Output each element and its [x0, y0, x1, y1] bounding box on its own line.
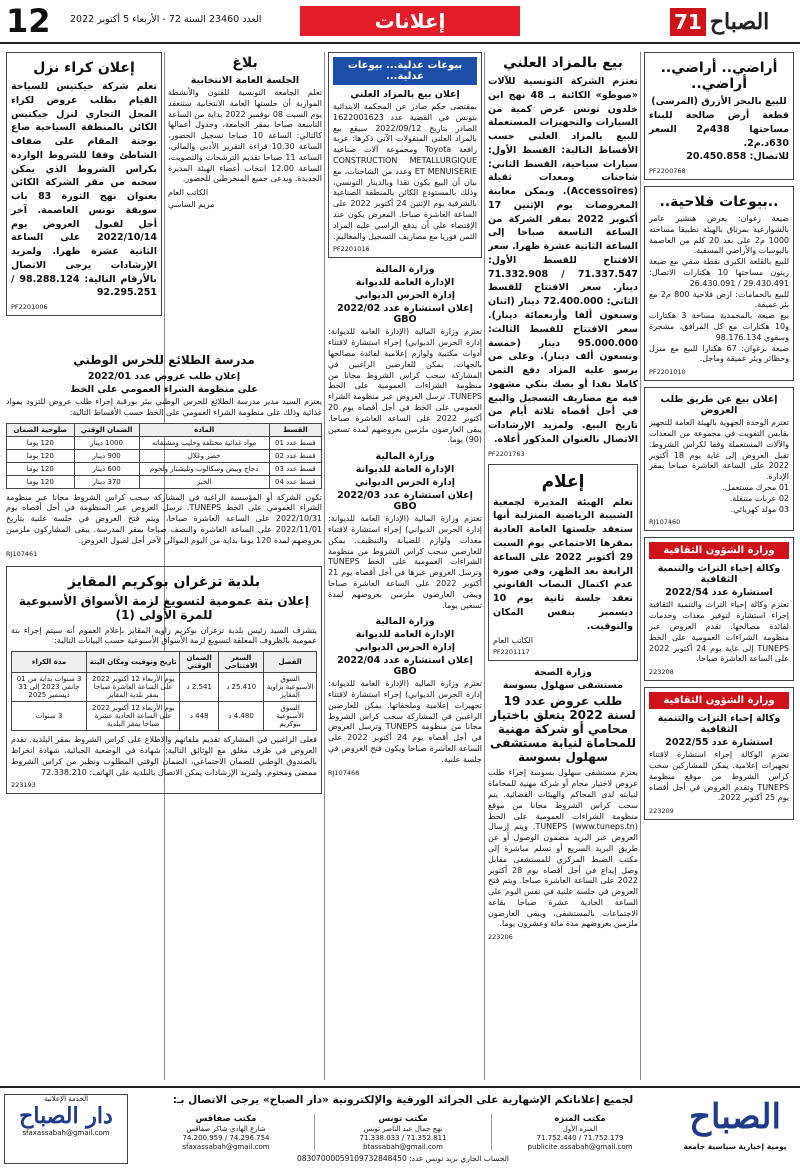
- culture-tender-1: [644, 537, 794, 681]
- ad-ref: 223193: [11, 781, 36, 790]
- table-cell: مواد غذائية مختلفة وحليب ومشتقاته: [139, 436, 269, 449]
- table-cell: 25.410 د: [219, 673, 264, 702]
- section-title: إعلانات: [300, 6, 520, 36]
- unit-name: إدارة الحرس الديواني: [354, 477, 456, 489]
- notice-text: تعتزم الوحدة الجهوية بالهيئة العامة للتجهيز بقابس التفويت في مجموعة من المعدات والآلات المستعملة وفقا لكراس الشروط. تقبل العروض إلى غاية يوم 18 أكتوبر 2022 على الساعة العاشرة صباحا بمقر الإدارة.: [649, 418, 789, 482]
- table-row: [7, 475, 322, 488]
- column-1: [644, 52, 794, 1080]
- ad-ref: 223206: [488, 933, 513, 942]
- tender-text: تعتزم وزارة المالية (الإدارة العامة للديوانة: إدارة الحرس الديواني) إجراء استشارة لاقتناء معدات ولوازم للصيانة والتنظيف. يمكن للعارضين سحب كراس الشروط من منظومة الشراءات العمومية على الخط TUNEPS وترسل العروض عبرها في أجل أقصاه يوم 21 أكتوبر 2022 على الساعة العاشرة صباحا ويبقى العارضون ملزمين بعروضهم لمدة تسعين يوما.: [328, 514, 482, 610]
- tender-text: تعتزم وزارة المالية (الإدارة العامة للديوانة: إدارة الحرس الديواني) إجراء استشارة لاقتناء تجهيزات إعلامية وملحقاتها. يمكن للعارضين الراغبين في المشاركة سحب كراس الشروط مجانا من منظومة TUNEPS وترسل العروض في أجل أقصاه يوم 24 أكتوبر 2022 على الساعة العاشرة صباحا ويكون فتح العروض في جلسة علنية.: [328, 679, 482, 764]
- notice-list-item: 01 محرك مستعمل.: [722, 483, 789, 492]
- table-cell: 370 دينار: [74, 475, 139, 488]
- table-header: صلوحية الضمان: [7, 423, 75, 436]
- table-cell: دجاج وبيض وسكالوب وتليشتار ولحوم: [139, 462, 269, 475]
- agri-item: ضيعة بزغوان: 67 هكتارا للبيع مع منزل وحظائر وبئر عميقة وماجل.: [649, 343, 789, 364]
- health-tender: [488, 667, 638, 941]
- office-phone: 71.752.179 / 71.752.440: [536, 1134, 624, 1143]
- notice-signature: الكاتب العام: [493, 636, 534, 646]
- table-cell: 120 يوما: [7, 475, 75, 488]
- ad-ref: PF2200768: [649, 167, 686, 176]
- page-header: [0, 0, 800, 44]
- muni-intro: يتشرف السيد رئيس بلدية تزغران بوكريم زاوية المقايز بإعلام العموم أنه سيتم إجراء بتة عمومية بالظروف المغلقة لتسويغ لزمة الأسواق الأسبوعية حسب البيانات التالية:: [11, 625, 317, 646]
- judicial-sales: [328, 52, 482, 258]
- office-phone: 71.352.811 / 71.338.033: [359, 1134, 447, 1143]
- table-cell: السوق الأسبوعية ببوكريم: [264, 702, 317, 731]
- footer-logo-name: الصباح: [689, 1097, 781, 1137]
- table-cell: 3 سنوات بداية من 01 جانفي 2023 إلى 31 ديسمبر 2025: [12, 673, 87, 702]
- auction-text: تعتزم الشركة التونسية للآلات «صوطو» الكائنة بـ 48 نهج ابن خلدون تونس عرض كمية من السيارات والتجهيزات المستعملة للبيع بالمزاد العلني حسب الأقساط التالية: القسط الأول: سيارات سياحية، القسط الثاني: شاحنات ومعدات ثقيلة (Accessoires). ويمكن معاينة المعروضات يوم الإثنين 17 أكتوبر 2022 بمقر الشركة من الساعة التاسعة صباحا إلى الساعة الثانية عشرة ظهرا. سعر الافتتاح للقسط الأول: 71.337.547 / 71.332.908 دينار. سعر الافتتاح للقسط الثاني: 72.400.000 دينار (اثنان وسبعون ألفا وأربعمائة دينار). سعر الافتتاح للقسط الثالث: 95.000.000 دينار (خمسة وتسعون ألف دينار). وعلى من يرسو عليه المزاد دفع الثمن كاملا نقدا أو بصك بنكي مشهود فيه مع مصاريف التسجيل والبيع في أجل أقصاه ثلاثة أيام من تاريخ البيع. ولمزيد الإرشادات الاتصال بالعنوان المذكور أعلاه.: [488, 76, 638, 445]
- guard-text: تكون الشركة أو المؤسسة الراغبة في المشاركة سحب كراس الشروط مجانا عبر منظومة الشراء العمومي على الخط TUNEPS. ترسل العروض عبر المنظومة في أجل أقصاه يوم 2022/10/31 على الساعة العاشرة صباحا، ويتم فتح العروض في جلسة علنية بتاريخ 2022/11/01 على الساعة العاشرة والنصف صباحا بمقر المدرسة. يبقى المشاركون ملزمين بعروضهم لمدة 120 يوما بداية من اليوم الموالي لآخر أجل لقبول العروض.: [6, 492, 322, 545]
- ad-ref: PF2201006: [11, 303, 48, 312]
- table-cell: يوم الأربعاء 12 أكتوبر 2022 على الساعة الحادية عشرة صباحا بمقر البلدية: [87, 702, 180, 731]
- ad-ref: 223208: [649, 668, 674, 677]
- column-rule: [324, 52, 325, 1080]
- column-rule: [484, 52, 485, 1080]
- table-header: الضمان الوقتي: [74, 423, 139, 436]
- table-cell: 4.480 د: [219, 702, 264, 731]
- table-cell: 120 يوما: [7, 436, 75, 449]
- agency-name: وكالة إحياء التراث والتنمية الثقافية: [657, 563, 781, 586]
- meeting-text: تعلم الجامعة التونسية للفنون والأنشطة الموازية أن جلستها العامة الانتخابية ستنعقد يوم السبت 08 نوفمبر 2022 بداية من الساعة التاسعة صباحا بمقر الجامعة، وجدول أعمالها كالتالي: الساعة 10 صباحا تسجيل الحضور، الساعة 10.30 قراءة التقرير الأدبي والمالي، الساعة 11 صباحا تقديم الترشحات والتصويت، الساعة 12.00 انتخاب أعضاء الهيئة المديرة الجديدة. ويدعى جميع المنخرطين للحضور.: [168, 88, 322, 184]
- office-email[interactable]: btassabah@gmail.com: [363, 1143, 443, 1152]
- muni-text: فعلى الراغبين في المشاركة تقديم ملفاتهم والاطلاع على كراس الشروط بمقر البلدية. تقدم العروض في ظرف مغلق مع الوثائق التالية: شهادة في الوضعية الجبائية، شهادة انخراط بالصندوق الوطني للضمان الاجتماعي، الضمان الوقتي المطلوب ونظير من كراس الشروط ممضى ومختوم. ولمزيد الإرشادات يمكن الاتصال بالبلدية على الهاتف: 72.338.210: [11, 735, 317, 777]
- auction-ad: [488, 55, 638, 458]
- tender-text: تعتزم الوكالة إجراء استشارة لاقتناء تجهيزات إعلامية. يمكن للمشاركين سحب كراس الشروط من موقع منظومة TUNEPS وتقدم العروض في أجل أقصاه يوم 25 أكتوبر 2022.: [649, 750, 789, 803]
- agri-item: للبيع بالحمامات: ارض فلاحية 800 م2 مع بئر عميقة.: [649, 289, 789, 310]
- equipment-sale-notice: [644, 387, 794, 531]
- agri-title: ..بيوعات فلاحية..: [659, 194, 779, 211]
- mini-brand-name: دار الصباح: [19, 1103, 113, 1129]
- office-name: مكتب صفاقس: [195, 1114, 257, 1124]
- table-cell: خضر وغلال: [139, 449, 269, 462]
- table-cell: قسط عدد 01: [269, 436, 321, 449]
- notice-title: إعلام: [541, 471, 585, 492]
- table-cell: 120 يوما: [7, 462, 75, 475]
- issue-line: العدد 23460 السنة 72 - الأربعاء 5 أكتوبر 2022: [70, 14, 262, 25]
- table-cell: 1000 دينار: [74, 436, 139, 449]
- auction-title: إعلان بيع بالمزاد العلني: [350, 89, 460, 100]
- office-block: [138, 1114, 314, 1150]
- table-header: المادة: [139, 423, 269, 436]
- land-ad: [644, 52, 794, 180]
- tender-title: إعلان استشارة عدد 2022/03 GBO: [337, 490, 473, 513]
- ad-ref: PF2201117: [493, 648, 530, 657]
- directorate-name: الإدارة العامة للديوانة: [355, 629, 455, 641]
- footer-logo: [674, 1092, 796, 1164]
- mini-brand-email: sfaxassabah@gmail.com: [22, 1129, 110, 1137]
- ministry-name: وزارة الصحة: [534, 667, 592, 679]
- masthead-number: 71: [670, 8, 706, 36]
- agri-item: بيع ضيعة بالمحمدية مساحة 3 هكتارات و10 هكتارات مع كل المرافق، مشجرة وسقوي 98.176.134: [649, 311, 790, 342]
- ad-ref: RJ107461: [6, 549, 38, 558]
- office-email[interactable]: publicite.assabah@gmail.com: [527, 1143, 633, 1152]
- ministry-name: وزارة المالية: [375, 616, 435, 628]
- table-header: مدة الكراء: [12, 652, 87, 673]
- table-cell: 3 سنوات: [12, 702, 87, 731]
- hospital-name: مستشفى سهلول بسوسة: [502, 680, 624, 692]
- land-title: أراضي.. أراضي.. أراضي..: [660, 60, 778, 92]
- agri-item: للبيع بالقلعة الكبرى نقطة سقي مع ضيعة زيتون مساحتها 10 هكتارات الاتصال: 29.430.491 / 26.430.091: [649, 257, 789, 288]
- page-footer: [0, 1086, 800, 1170]
- tender-text: تعتزم وزارة المالية (الإدارة العامة للديوانة: إدارة الحرس الديواني) إجراء استشارة لاقتناء أدوات مكتبية ولوازم إعلامية لفائدة مصالحها بالجهات. يمكن للعارضين الراغبين في المشاركة سحب كراس الشروط مجانا من منظومة الشراءات العمومية على الخط TUNEPS. ترسل العروض عبر منظومة الشراء العمومي على الخط في أجل أقصاه يوم 20 أكتوبر 2022 على الساعة العاشرة صباحا. يبقى العارضون ملزمين بعروضهم لمدة تسعين (90) يوما.: [328, 327, 482, 445]
- culture-tender-2: [644, 687, 794, 820]
- notice-text: تعلم الهيئة المديرة لجمعية الشبيبة الرياضية المنزلية أنها ستعقد جلستها العامة العادية بمقرها الاجتماعي يوم السبت 29 أكتوبر 2022 على الساعة الرابعة بعد الظهر، وفي صورة عدم اكتمال النصاب القانوني تعقد جلسة ثانية يوم 10 ديسمبر بنفس المكان والتوقيت.: [493, 496, 633, 632]
- office-phone: 74.296.754 / 74.200.959: [182, 1134, 270, 1143]
- land-contact: للاتصال: 20.450.858: [686, 151, 789, 163]
- notice-title: إعلان بيع عن طريق طلب العروض: [660, 394, 778, 417]
- table-cell: قسط عدد 03: [269, 462, 321, 475]
- guard-tender: [6, 353, 322, 558]
- ministry-band: وزارة الشؤون الثقافية: [649, 692, 789, 709]
- tender-text: تعتزم وكالة إحياء التراث والتنمية الثقافية إجراء استشارة لتوفير معدات وخدمات لفائدة مصالحها. تقدم العروض عبر منظومة الشراءات العمومية على الخط TUNEPS إلى غاية يوم 24 أكتوبر 2022 على الساعة العاشرة صباحا.: [649, 600, 789, 664]
- table-cell: يوم الأربعاء 12 أكتوبر 2022 على الساعة العاشرة صباحا بمقر بلدية المقايز: [87, 673, 180, 702]
- land-text: قطعة أرض صالحة للبناء مساحتها 438م2 السعر 630د.م2.: [649, 110, 789, 149]
- ad-ref: PF2201016: [333, 245, 370, 254]
- auction-text: بمقتضى حكم صادر عن المحكمة الابتدائية بتونس في القضية عدد 1622001623 الصادر بتاريخ 2022/09/12 سيقع بيع بالمزاد العلني المنقولات الآتي ذكرها: عربة رافعة Toyota ومجموعة آلات صناعية CONSTRUCTION METALLURGIQUE ET MENUISERIE وعدد من الشاحنات، مع بيان أن البيع يكون نقدا وبالدينار التونسي، وذلك بالمستودع الكائن بالمنطقة الصناعية بالشرقية يوم الإثنين 24 أكتوبر 2022 على الساعة العاشرة صباحا. المعرض يكون عند الإقتضاء على أن يدفع الراسي عليه المزاد الثمن فوريا مع مصاريف التسجيل والمعاليم.: [333, 102, 478, 241]
- column-2: [488, 52, 638, 1080]
- meeting-title: بلاغ: [232, 55, 258, 71]
- guard-lots-table: [6, 423, 322, 489]
- table-row: [12, 673, 317, 702]
- table-cell: الخبز: [139, 475, 269, 488]
- muni-subtitle: إعلان بتة عمومية لتسويغ لزمة الأسواق الأسبوعية للمرة الأولى (1): [18, 593, 310, 622]
- mini-brand-box: [4, 1094, 128, 1164]
- meeting-subtitle: الجلسة العامة الانتخابية: [190, 75, 300, 86]
- table-cell: 2.541 د: [180, 673, 219, 702]
- table-row: [7, 449, 322, 462]
- masthead-name: الصباح: [709, 9, 770, 35]
- meeting-signature: الكاتب العام: [168, 188, 209, 198]
- office-address: نهج جمال عبد الناصر تونس: [363, 1125, 443, 1134]
- rent-title: إعلان كراء نزل: [33, 60, 135, 76]
- page-number: 12: [6, 2, 51, 40]
- meeting-signatory: مريم الساسي: [168, 200, 215, 210]
- table-row: [7, 436, 322, 449]
- unit-name: إدارة الحرس الديواني: [354, 290, 456, 302]
- column-3: [328, 52, 482, 1080]
- muni-table: [11, 651, 317, 731]
- tender-title: إعلان استشارة عدد 2022/04 GBO: [337, 655, 473, 678]
- tender-title: طلب عروض عدد 19 لسنة 2022 يتعلق باختيار محامي أو شركة مهنية للمحاماة لنيابة مستشفى سهلول بسوسة: [489, 694, 637, 765]
- tender-title: استشارة عدد 2022/55: [665, 737, 773, 749]
- ministry-band: وزارة الشؤون الثقافية: [649, 542, 789, 559]
- agency-name: وكالة إحياء التراث والتنمية الثقافية: [657, 713, 781, 736]
- ministry-name: وزارة المالية: [375, 451, 435, 463]
- footer-offices: [138, 1114, 668, 1150]
- finance-tender-2: [328, 451, 482, 611]
- directorate-name: الإدارة العامة للديوانة: [355, 464, 455, 476]
- muni-title: بلدية تزغران بوكريم المقايز: [67, 573, 261, 590]
- office-block: [491, 1114, 668, 1150]
- guard-title: مدرسة الطلائع للحرس الوطني: [73, 353, 255, 367]
- table-cell: قسط عدد 02: [269, 449, 321, 462]
- auction-title: بيع بالمزاد العلني: [503, 55, 623, 71]
- table-cell: السوق الأسبوعية بزاوية المقايز: [264, 673, 317, 702]
- footer-logo-tagline: يومية إخبارية سياسية جامعة: [683, 1142, 787, 1151]
- office-email[interactable]: sfaxassabah@gmail.com: [182, 1143, 270, 1152]
- finance-tender-1: [328, 264, 482, 446]
- ad-ref: 223209: [649, 807, 674, 816]
- table-header: الضمان الوقتي: [180, 652, 219, 673]
- table-header-row: [12, 652, 317, 673]
- column-rule: [640, 52, 641, 1080]
- rent-text: تعلم شركة جيكتيس للسياحة القيام بطلب عروض لكراء المحل التجاري لنزل جيكتيس الكائن بالمنطقة السياحية صاع بوجنة المقام على ضفاف الشاطئ وفقا للشروط الواردة بكراس الشروط الذي يمكن سحبه من مقر الشركة الكائن بعنوان نهج الثورة 83 باب سويقة تونس العاصمة. آخر أجل لقبول العروض يوم 2022/10/14 على الساعة الثانية عشرة ظهرا. ولمزيد الإرشادات يرجى الاتصال بالأرقام التالية: 98.288.124 / 92.295.251: [11, 81, 157, 299]
- ad-ref: RJ107460: [649, 518, 681, 527]
- table-cell: قسط عدد 04: [269, 475, 321, 488]
- guard-subtitle-2: على منظومة الشراء العمومي على الخط: [70, 384, 258, 395]
- table-row: [7, 462, 322, 475]
- table-cell: 900 دينار: [74, 449, 139, 462]
- table-header: الفصل: [264, 652, 317, 673]
- table-cell: 448 د: [180, 702, 219, 731]
- bank-account: الحساب الجاري بريد تونس عدد: 08307000059109732848450: [296, 1154, 510, 1163]
- directorate-name: الإدارة العامة للديوانة: [355, 277, 455, 289]
- wide-block: [6, 350, 322, 1080]
- office-block: [314, 1114, 491, 1150]
- notice-list-item: 02 عربات متنقلة.: [729, 493, 789, 503]
- notice-list-item: 03 مولد كهربائي.: [730, 504, 789, 514]
- office-address: المنزه الأول: [562, 1125, 598, 1134]
- hotel-rent: [6, 52, 162, 316]
- land-subtitle: للبيع بالبحر الأزرق (المرسى): [651, 96, 787, 107]
- table-row: [12, 702, 317, 731]
- table-header: السعر الافتتاحي: [219, 652, 264, 673]
- office-address: شارع الهادي شاكر صفاقس: [186, 1125, 266, 1134]
- ad-ref: RJ107468: [328, 768, 360, 777]
- ministry-name: وزارة المالية: [375, 264, 435, 276]
- masthead-logo: [670, 6, 792, 38]
- table-cell: 120 يوما: [7, 449, 75, 462]
- tender-title: استشارة عدد 2022/54: [665, 587, 773, 599]
- unit-name: إدارة الحرس الديواني: [354, 642, 456, 654]
- tender-title: إعلان استشارة عدد 2022/02 GBO: [337, 303, 473, 326]
- office-name: مكتب تونس: [378, 1114, 428, 1124]
- footer-headline: لجميع إعلاناتكم الإشهارية على الجرائد الورقية والإلكترونية «دار الصباح» يرجى الاتصال بـ:: [172, 1094, 634, 1106]
- table-cell: 600 دينار: [74, 462, 139, 475]
- guard-subtitle: إعلان طلب عروض عدد 2022/01: [87, 371, 241, 382]
- agri-item: ضيعة زغوان: يعرض هنشير عامر بالشوارعية بمرناق بالهيئة تطبيقا مساحته 1000 م2 على بعد 20 كلم من العاصمة بالبوسات والأراضي المسقية.: [649, 214, 789, 256]
- column-4: [168, 52, 322, 382]
- table-header: تاريخ وتوقيت ومكان البتة: [87, 652, 180, 673]
- table-header: القسط: [269, 423, 321, 436]
- ad-ref: PF2201010: [649, 368, 686, 377]
- column-5: [6, 52, 162, 382]
- hotel-rent-ad: [168, 55, 322, 209]
- municipality-tender: [6, 566, 322, 795]
- office-name: مكتب المنزه: [554, 1114, 606, 1124]
- agri-ad: [644, 186, 794, 381]
- ad-ref: PF2201763: [488, 449, 525, 458]
- mini-brand-tag: الخدمة الإعلانية: [43, 1095, 89, 1103]
- table-header-row: [7, 423, 322, 436]
- finance-tender-3: [328, 616, 482, 776]
- judicial-band: بيوعات عدلية... بيوعات عدلية...: [333, 57, 477, 85]
- tender-text: يعتزم مستشفى سهلول بسوسة إجراء طلب عروض لاختيار محام أو شركة مهنية للمحاماة لنيابته لدى المحاكم والهيئات القضائية. يتم سحب كراس الشروط مجانا من موقع منظومة الشراءات العمومية على الخط TUNEPS (www.tuneps.tn). ويتم إرسال العروض عبر البريد مضمون الوصول أو عن طريق البريد السريع أو تسلم مباشرة إلى مكتب الضبط المركزي للمستشفى مقابل وصل إيداع في أجل أقصاه يوم 28 أكتوبر 2022 على الساعة العاشرة صباحا. ويتم فتح العروض في جلسة علنية في نفس اليوم على الساعة الحادية عشرة صباحا بقاعة الاجتماعات بالمستشفى، ويبقى العارضون ملزمين بعروضهم مدة مائة وعشرون يوما.: [488, 768, 638, 929]
- association-notice: [488, 464, 638, 662]
- guard-intro: يعتزم السيد مدير مدرسة الطلائع للحرس الوطني ببئر بورقبة إجراء طلب عروض للتزود بمواد غذائية وذلك على منظومة الشراء العمومي على الخط حسب الأقساط التالية:: [6, 397, 322, 417]
